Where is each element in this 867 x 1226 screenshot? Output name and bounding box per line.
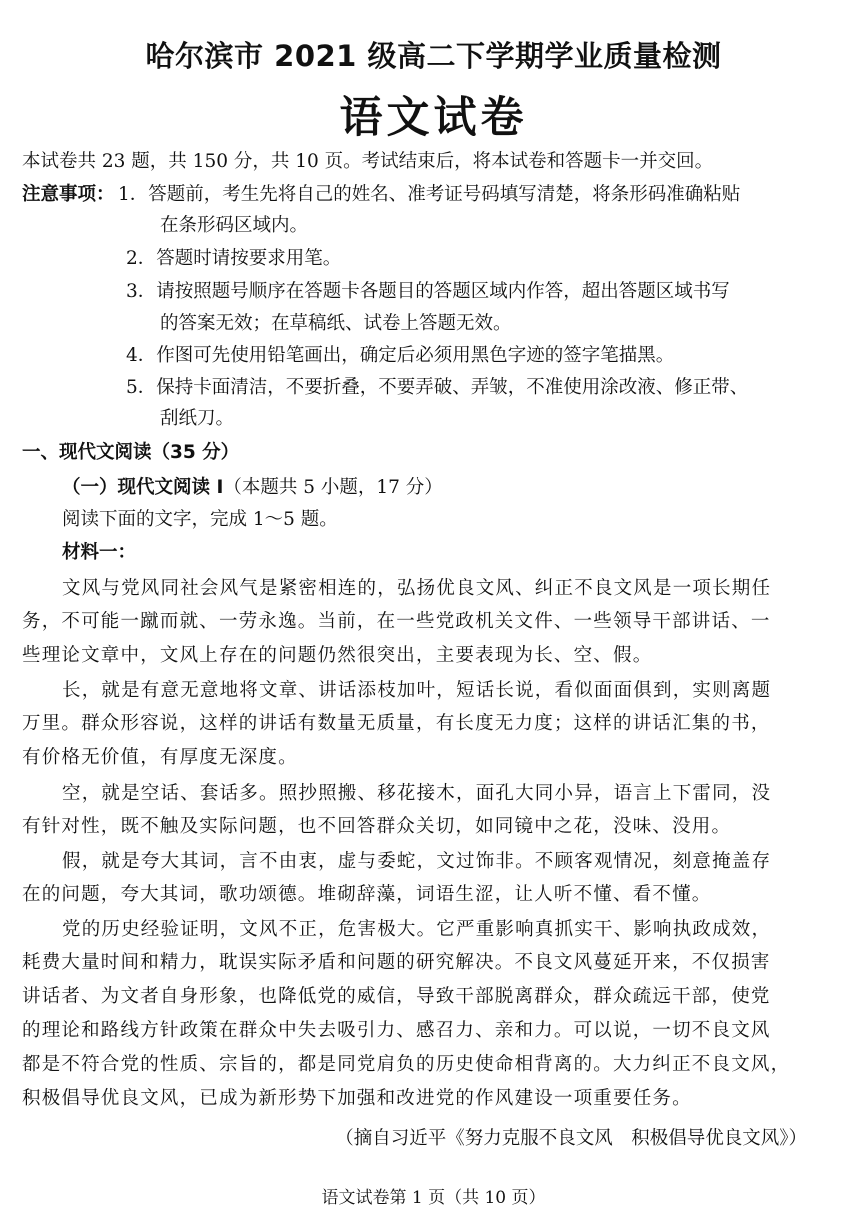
note-item-1: 1．答题前，考生先将自己的姓名、准考证号码填写清楚，将条形码准确粘贴 bbox=[118, 184, 741, 205]
note-item-5-cont: 刮纸刀。 bbox=[160, 408, 235, 429]
passage-line: 务，不可能一蹴而就、一劳永逸。当前，在一些党政机关文件、一些领导干部讲话、一 bbox=[22, 611, 771, 632]
passage-line: 空，就是空话、套话多。照抄照搬、移花接木，面孔大同小异，语言上下雷同，没 bbox=[62, 783, 772, 804]
exam-intro: 本试卷共 23 题，共 150 分，共 10 页。考试结束后，将本试卷和答题卡一并交回。 bbox=[22, 151, 714, 172]
page-footer: 语文试卷第 1 页（共 10 页） bbox=[321, 1188, 546, 1208]
passage-line: 都是不符合党的性质、宗旨的，都是同党肩负的历史使命相背离的。大力纠正不良文风， bbox=[22, 1054, 791, 1075]
passage-line: 些理论文章中，文风上存在的问题仍然很突出，主要表现为长、空、假。 bbox=[22, 645, 653, 666]
subsection-title: （一）现代文阅读 I bbox=[62, 477, 224, 498]
note-item-4: 4．作图可先使用铅笔画出，确定后必须用黑色字迹的签字笔描黑。 bbox=[126, 345, 675, 366]
passage-line: 讲话者、为文者自身形象，也降低党的威信，导致干部脱离群众，群众疏远干部，使党 bbox=[22, 986, 771, 1007]
notes-label: 注意事项： bbox=[22, 184, 115, 205]
note-item-3-cont: 的答案无效；在草稿纸、试卷上答题无效。 bbox=[160, 313, 512, 334]
note-item-2: 2．答题时请按要求用笔。 bbox=[126, 248, 342, 269]
passage-line: 万里。群众形容说，这样的讲话有数量无质量，有长度无力度；这样的讲话汇集的书， bbox=[22, 713, 771, 734]
exam-title: 哈尔滨市 2021 级高二下学期学业质量检测 bbox=[145, 39, 722, 73]
passage-line: 的理论和路线方针政策在群众中失去吸引力、感召力、亲和力。可以说，一切不良文风 bbox=[22, 1020, 771, 1041]
exam-subtitle: 语文试卷 bbox=[339, 93, 528, 143]
passage-line: 假，就是夸大其词，言不由衷，虚与委蛇，文过饰非。不顾客观情况，刻意掩盖存 bbox=[62, 851, 772, 872]
passage-line: 党的历史经验证明，文风不正，危害极大。它严重影响真抓实干、影响执政成效， bbox=[62, 919, 772, 940]
note-item-5: 5．保持卡面清洁，不要折叠，不要弄破、弄皱，不准使用涂改液、修正带、 bbox=[126, 377, 749, 398]
passage-line: 文风与党风同社会风气是紧密相连的，弘扬优良文风、纠正不良文风是一项长期任 bbox=[62, 578, 772, 599]
passage-line: 耗费大量时间和精力，耽误实际矛盾和问题的研究解决。不良文风蔓延开来，不仅损害 bbox=[22, 952, 771, 973]
note-item-3: 3．请按照题号顺序在答题卡各题目的答题区域内作答，超出答题区域书写 bbox=[126, 281, 730, 302]
reading-instruction: 阅读下面的文字，完成 1～5 题。 bbox=[62, 509, 338, 530]
passage-line: 在的问题，夸大其词，歌功颂德。堆砌辞藻，词语生涩，让人听不懂、看不懂。 bbox=[22, 884, 712, 905]
section-heading: 一、现代文阅读（35 分） bbox=[22, 442, 240, 463]
passage-line: 积极倡导优良文风，已成为新形势下加强和改进党的作风建设一项重要任务。 bbox=[22, 1088, 692, 1109]
subsection-info: （本题共 5 小题，17 分） bbox=[223, 477, 443, 498]
subsection-heading bbox=[62, 476, 443, 500]
passage-line: 有针对性，既不触及实际问题，也不回答群众关切，如同镜中之花，没味、没用。 bbox=[22, 816, 732, 837]
passage-source: （摘自习近平《努力克服不良文风 积极倡导优良文风》） bbox=[335, 1128, 807, 1149]
note-item-1-cont: 在条形码区域内。 bbox=[160, 215, 309, 236]
material-label: 材料一： bbox=[62, 542, 137, 563]
passage-line: 长，就是有意无意地将文章、讲话添枝加叶，短话长说，看似面面俱到，实则离题 bbox=[62, 680, 772, 701]
passage-line: 有价格无价值，有厚度无深度。 bbox=[22, 747, 298, 768]
